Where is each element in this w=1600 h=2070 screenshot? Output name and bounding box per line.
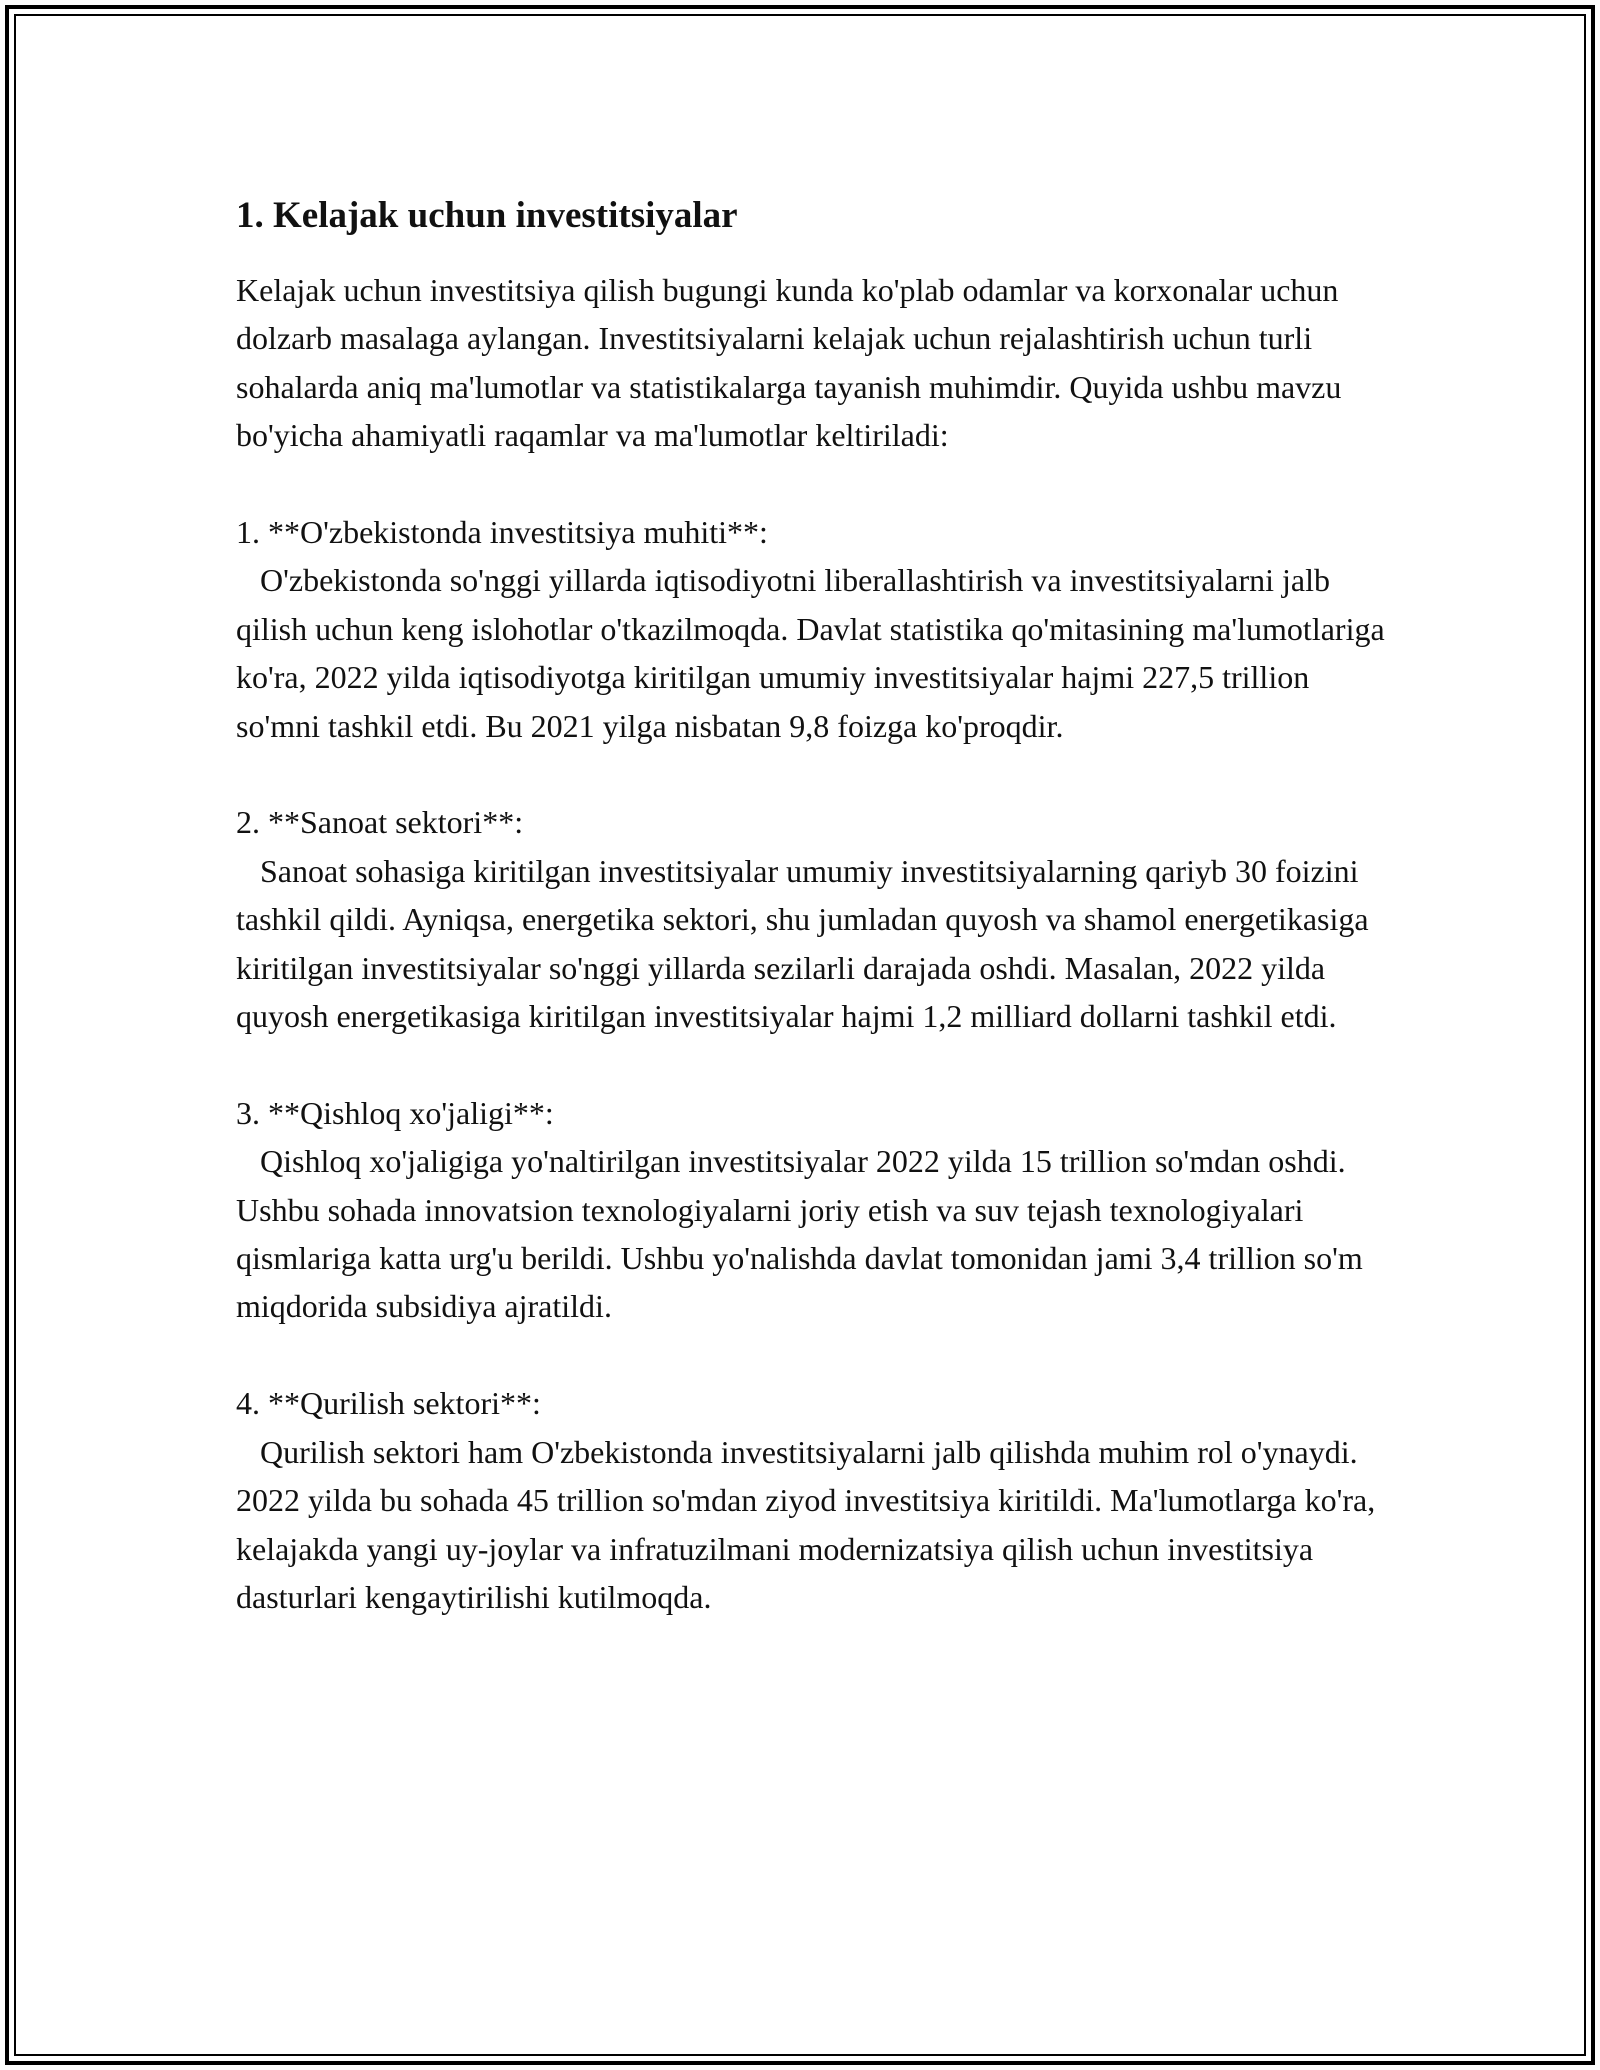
section-4-heading: 4. **Qurilish sektori**: xyxy=(236,1385,541,1422)
document-content xyxy=(236,190,1386,1621)
section-1-heading: 1. **O'zbekistonda investitsiya muhiti**: xyxy=(236,514,768,551)
section-4-body: Qurilish sektori ham O'zbekistonda investitsiyalarni jalb qilishda muhim rol o'ynaydi. 2022 yilda bu sohada 45 trillion so'mdan ziyod investitsiya kiritildi. Ma'lumotlarga ko'ra, kelajakda yangi uy-joylar va infratuzilmani modernizatsiya qilish uchun investitsiya dasturlari kengaytirilishi kutilmoqda. xyxy=(236,1433,1376,1615)
section-3-heading: 3. **Qishloq xo'jaligi**: xyxy=(236,1094,554,1131)
section-3-body: Qishloq xo'jaligiga yo'naltirilgan investitsiyalar 2022 yilda 15 trillion so'mdan oshdi. Ushbu sohada innovatsion texnologiyalarni joriy etish va suv tejash texnologiyalari qismlariga katta urg'u berildi. Ushbu yo'nalishda davlat tomonidan jami 3,4 trillion so'm miqdorida subsidiya ajratildi. xyxy=(236,1143,1363,1325)
document-title: 1. Kelajak uchun investitsiyalar xyxy=(236,195,738,236)
section-2-heading: 2. **Sanoat sektori**: xyxy=(236,804,524,841)
section-2-body: Sanoat sohasiga kiritilgan investitsiyalar umumiy investitsiyalarning qariyb 30 foizini tashkil qildi. Ayniqsa, energetika sektori, shu jumladan quyosh va shamol energetikasiga kiritilgan investitsiyalar so'nggi yillarda sezilarli darajada oshdi. Masalan, 2022 yilda quyosh energetikasiga kiritilgan investitsiyalar hajmi 1,2 milliard dollarni tashkil etdi. xyxy=(236,852,1369,1035)
intro-paragraph: Kelajak uchun investitsiya qilish bugungi kunda ko'plab odamlar va korxonalar uchun dolzarb masalaga aylangan. Investitsiyalarni kelajak uchun rejalashtirish uchun turli sohalarda aniq ma'lumotlar va statistikalarga tayanish muhimdir. Quyida ushbu mavzu bo'yicha ahamiyatli raqamlar va ma'lumotlar keltiriladi: xyxy=(236,272,1342,454)
section-1-body: O'zbekistonda so'nggi yillarda iqtisodiyotni liberallashtirish va investitsiyalarni jalb qilish uchun keng islohotlar o'tkazilmoqda. Davlat statistika qo'mitasining ma'lumotlariga ko'ra, 2022 yilda iqtisodiyotga kiritilgan umumiy investitsiyalar hajmi 227,5 trillion so'mni tashkil etdi. Bu 2021 yilga nisbatan 9,8 foizga ko'proqdir. xyxy=(236,562,1385,744)
